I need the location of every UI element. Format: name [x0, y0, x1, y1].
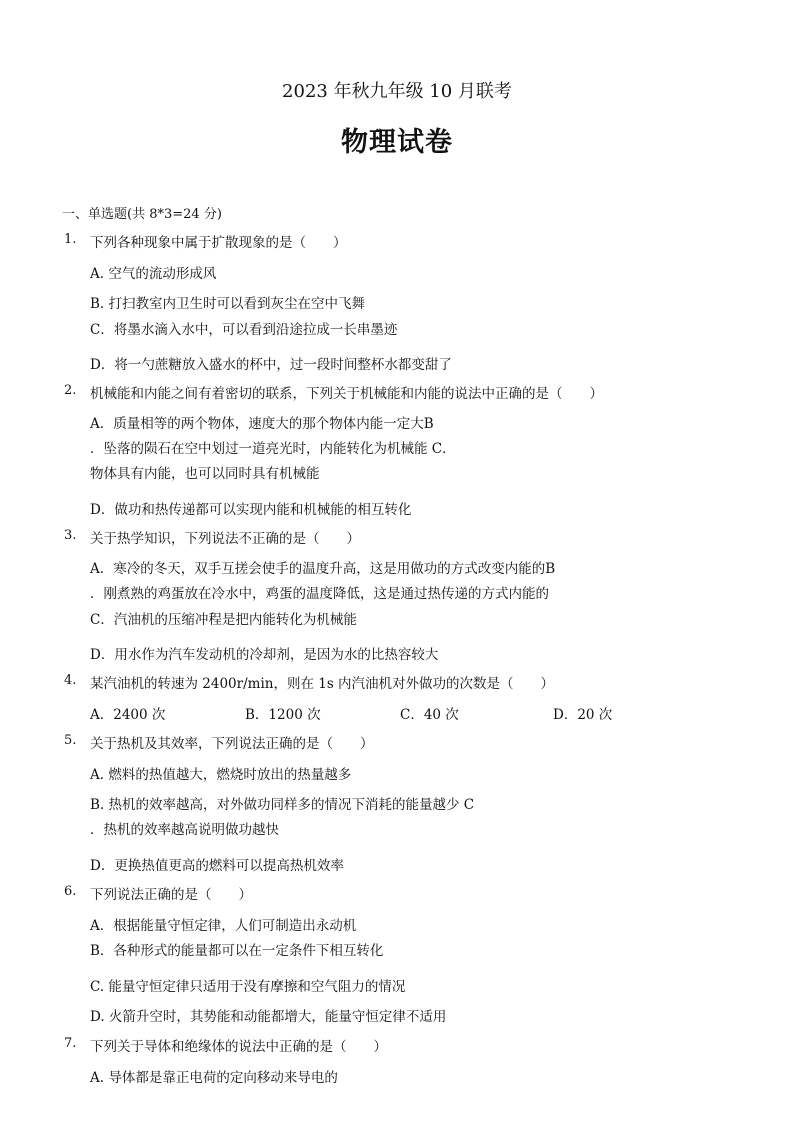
option-line: A. 燃料的热值越大，燃烧时放出的热量越多 [90, 767, 352, 783]
option-line: A．质量相等的两个物体，速度大的那个物体内能一定大B [90, 416, 434, 432]
option-line: B. 热机的效率越高，对外做功同样多的情况下消耗的能量越少 C [90, 797, 475, 813]
exam-title: 物理试卷 [341, 127, 453, 158]
question-stem: 下列关于导体和绝缘体的说法中正确的是（ ） [90, 1039, 387, 1055]
question-stem: 下列说法正确的是（ ） [90, 887, 252, 903]
option-line: A．根据能量守恒定律，人们可制造出永动机 [90, 918, 357, 934]
option-line: A．寒冷的冬天，双手互搓会使手的温度升高，这是用做功的方式改变内能的B [90, 561, 556, 577]
option-line: D．将一勺蔗糖放入盛水的杯中，过一段时间整杯水都变甜了 [90, 357, 452, 373]
question-number: 4. [64, 673, 77, 688]
option-line: B．各种形式的能量都可以在一定条件下相互转化 [90, 943, 384, 959]
option-line: ．刚煮熟的鸡蛋放在冷水中，鸡蛋的温度降低，这是通过热传递的方式内能的 [90, 586, 549, 602]
question-number: 6. [64, 884, 77, 899]
question-stem: 某汽油机的转速为 2400r/min，则在 1s 内汽油机对外做功的次数是（ ） [90, 676, 555, 692]
question-stem: 关于热学知识，下列说法不正确的是（ ） [90, 531, 360, 547]
question-number: 1. [64, 232, 77, 247]
option-c: C．40 次 [400, 707, 459, 723]
question-stem: 关于热机及其效率，下列说法正确的是（ ） [90, 736, 374, 752]
option-line: C. 能量守恒定律只适用于没有摩擦和空气阻力的情况 [90, 979, 406, 995]
option-line: C．汽油机的压缩冲程是把内能转化为机械能 [90, 612, 357, 628]
option-a: A．2400 次 [90, 707, 166, 723]
option-line: 物体具有内能，也可以同时具有机械能 [90, 466, 320, 482]
option-line: D．做功和热传递都可以实现内能和机械能的相互转化 [90, 502, 412, 518]
exam-subtitle: 2023 年秋九年级 10 月联考 [282, 81, 512, 102]
option-line: ．热机的效率越高说明做功越快 [90, 822, 279, 838]
question-stem: 下列各种现象中属于扩散现象的是（ ） [90, 235, 347, 251]
option-d: D．20 次 [553, 707, 613, 723]
section-heading: 一、单选题(共 8*3=24 分) [62, 207, 222, 222]
option-line: D．用水作为汽车发动机的冷却剂，是因为水的比热容较大 [90, 647, 439, 663]
question-number: 7. [64, 1036, 77, 1051]
question-number: 5. [64, 733, 77, 748]
option-line: D. 火箭升空时，其势能和动能都增大，能量守恒定律不适用 [90, 1009, 447, 1025]
option-line: A. 导体都是靠正电荷的定向移动来导电的 [90, 1070, 338, 1086]
option-line: A. 空气的流动形成风 [90, 266, 217, 282]
option-line: ．坠落的陨石在空中划过一道亮光时，内能转化为机械能 C． [90, 441, 456, 457]
question-number: 3. [64, 528, 77, 543]
option-b: B．1200 次 [245, 707, 321, 723]
option-line: D．更换热值更高的燃料可以提高热机效率 [90, 858, 344, 874]
question-stem: 机械能和内能之间有着密切的联系，下列关于机械能和内能的说法中正确的是（ ） [90, 386, 603, 402]
option-line: B. 打扫教室内卫生时可以看到灰尘在空中飞舞 [90, 296, 366, 312]
question-number: 2. [64, 383, 77, 398]
option-line: C．将墨水滴入水中，可以看到沿途拉成一长串墨迹 [90, 322, 398, 338]
